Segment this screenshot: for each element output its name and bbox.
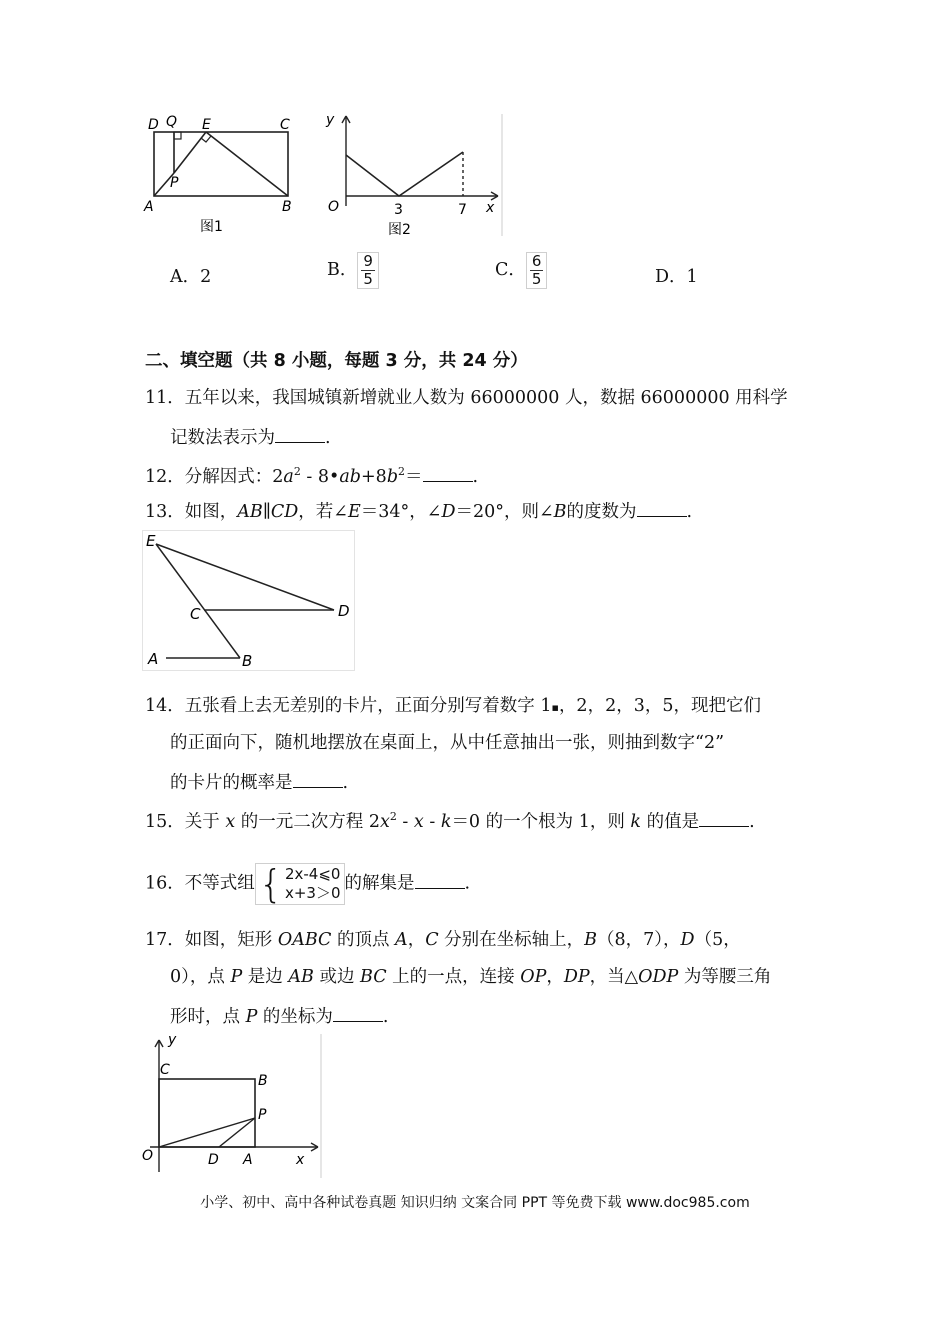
caption-fig1: 图1 — [200, 219, 223, 235]
figure-q17 — [140, 1032, 330, 1180]
label-y: y — [168, 1032, 177, 1048]
label-o: O — [142, 1148, 154, 1164]
label-x: x — [486, 200, 495, 216]
q17-line1: 17．如图，矩形 OABC 的顶点 A，C 分别在坐标轴上，B（8，7），D（5， — [145, 930, 741, 950]
tick-7: 7 — [458, 202, 467, 218]
answer-blank-17[interactable] — [333, 1001, 383, 1022]
label-c: C — [160, 1062, 170, 1078]
label-x: x — [296, 1152, 305, 1168]
q17-line3: 形时，点 P 的坐标为 . — [170, 1001, 388, 1030]
label-o: O — [328, 199, 340, 215]
inequality-system: { 2x-4⩽0 x+3＞0 — [255, 863, 345, 905]
q16-line: 16．不等式组 { 2x-4⩽0 x+3＞0 的解集是 . — [145, 862, 471, 906]
label-e: E — [146, 532, 156, 550]
label-a: A — [243, 1152, 253, 1168]
option-b: B． $\frac{9}{5}$ — [327, 252, 379, 289]
label-c: C — [280, 117, 290, 133]
figure-q13 — [142, 530, 356, 672]
figure-2 — [318, 110, 508, 240]
q14-line2: 的正面向下，随机地摆放在桌面上，从中任意抽出一张，则抽到数字“2” — [170, 733, 725, 753]
label-b: B — [258, 1073, 268, 1089]
label-p: P — [170, 175, 179, 191]
label-d: D — [338, 602, 350, 620]
option-a: A．2 — [170, 267, 212, 287]
caption-fig2: 图2 — [388, 222, 411, 238]
q13-line: 13．如图，AB∥CD，若∠E＝34°，∠D＝20°，则∠B的度数为 . — [145, 496, 692, 525]
q14-line3: 的卡片的概率是 . — [170, 767, 348, 796]
label-d: D — [208, 1152, 219, 1168]
option-d: D．1 — [655, 267, 698, 287]
right-angle-mark-q — [174, 132, 181, 139]
label-c: C — [190, 605, 201, 623]
answer-blank-11[interactable] — [275, 422, 325, 443]
label-d: D — [148, 117, 159, 133]
q11-line2: 记数法表示为 . — [170, 422, 331, 451]
answer-blank-13[interactable] — [637, 496, 687, 517]
segment-dp — [219, 1118, 255, 1147]
footer-text: 小学、初中、高中各种试卷真题 知识归纳 文案合同 PPT 等免费下载 www.doc985.com — [200, 1195, 750, 1211]
fraction-6-5: $\frac{6}{5}$ — [526, 252, 548, 289]
segment-ed — [156, 544, 334, 610]
label-y: y — [326, 112, 335, 128]
label-p: P — [258, 1107, 267, 1123]
section-title: 二、填空题（共 8 小题，每题 3 分，共 24 分） — [145, 351, 528, 371]
q15-line: 15．关于 x 的一元二次方程 $2x^2 - x - k=0$ 的一个根为 1，则 k 的值是 . — [145, 804, 755, 835]
label-e: E — [202, 117, 211, 133]
label-q: Q — [166, 114, 178, 130]
fraction-9-5: $\frac{9}{5}$ — [357, 252, 379, 289]
option-c: C． $\frac{6}{5}$ — [495, 252, 547, 289]
q14-line1: 14．五张看上去无差别的卡片，正面分别写着数字 1▪，2，2，3，5，现把它们 — [145, 696, 761, 716]
answer-blank-15[interactable] — [699, 806, 749, 827]
q11-line1: 11．五年以来，我国城镇新增就业人数为 66000000 人，数据 66000000 用科学 — [145, 388, 788, 408]
rectangle-oabc — [159, 1079, 255, 1147]
label-a: A — [144, 199, 154, 215]
segment-eb — [206, 132, 288, 196]
answer-blank-16[interactable] — [415, 868, 465, 889]
label-b: B — [242, 652, 253, 670]
tick-3: 3 — [394, 202, 403, 218]
segment-op — [159, 1118, 255, 1147]
answer-blank-14[interactable] — [293, 767, 343, 788]
segment-eb — [156, 544, 240, 658]
q17-line2: 0），点 P 是边 AB 或边 BC 上的一点，连接 OP，DP，当△ODP 为等腰三角 — [170, 967, 772, 987]
label-b: B — [282, 199, 292, 215]
label-a: A — [148, 650, 159, 668]
q12-line: 12．分解因式：$2a^2$ - $8•ab+8b^2=$ . — [145, 459, 478, 490]
answer-blank-12[interactable] — [423, 461, 473, 482]
function-graph — [346, 152, 463, 196]
figure-1 — [140, 110, 310, 240]
